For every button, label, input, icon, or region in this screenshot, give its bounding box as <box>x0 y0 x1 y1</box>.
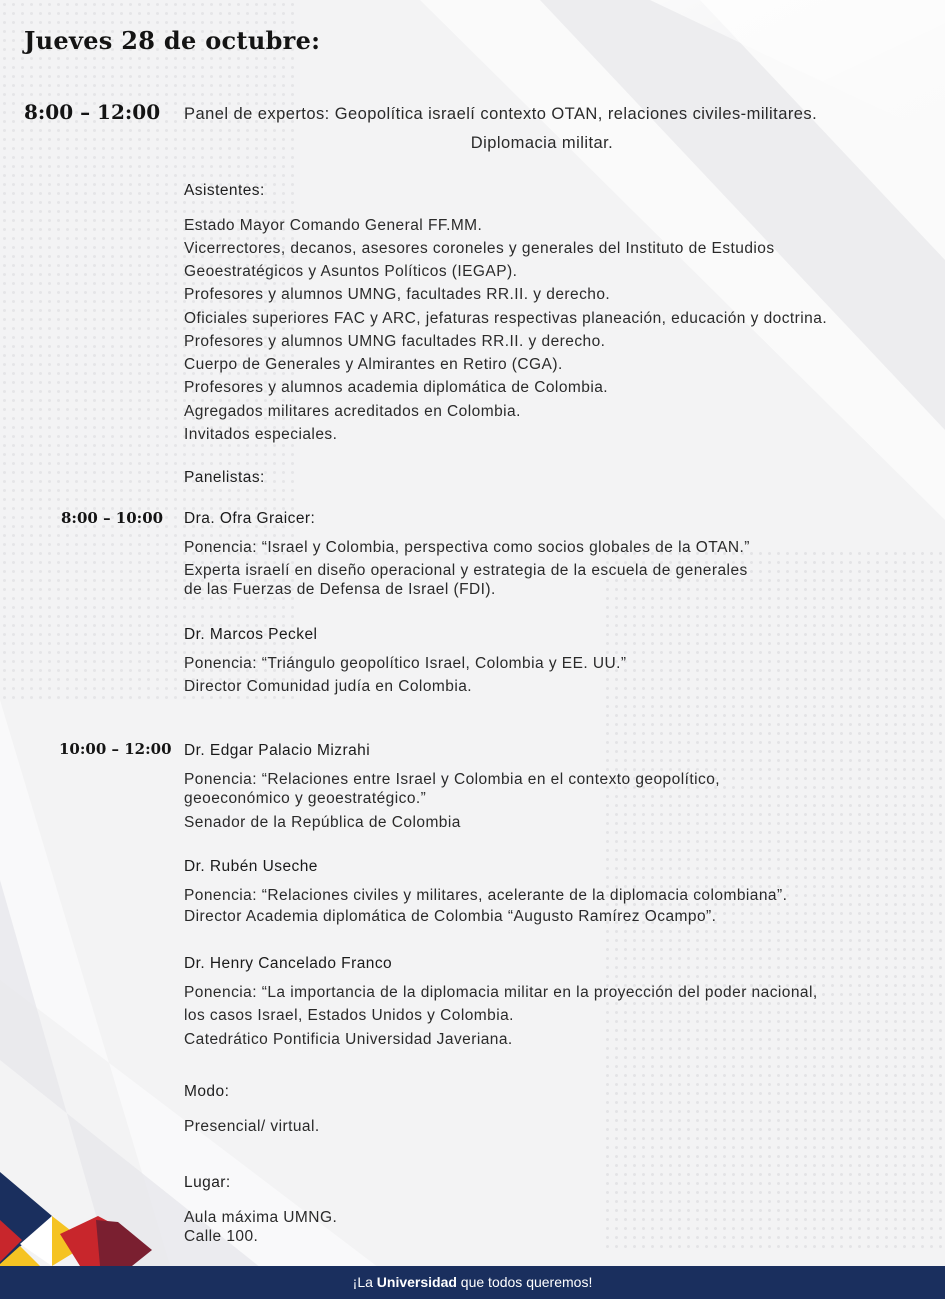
mode-value: Presencial/ virtual. <box>184 1118 320 1135</box>
footer-bar <box>0 1266 945 1299</box>
footer-slogan <box>353 1274 593 1290</box>
speaker-name: Dr. Marcos Peckel <box>184 626 318 643</box>
speaker-detail: Director Academia diplomática de Colombia “Augusto Ramírez Ocampo”. <box>184 908 717 925</box>
attendees-label: Asistentes: <box>184 182 265 199</box>
attendee-item: Oficiales superiores FAC y ARC, jefaturas respectivas planeación, educación y doctrina. <box>184 310 828 327</box>
attendee-item: Cuerpo de Generales y Almirantes en Retiro (CGA). <box>184 356 563 373</box>
speaker-detail: geoeconómico y geoestratégico.” <box>184 790 427 807</box>
panelists-label: Panelistas: <box>184 469 265 486</box>
speaker-detail: Ponencia: “La importancia de la diplomacia militar en la proyección del poder nacional, <box>184 984 818 1001</box>
attendee-item: Estado Mayor Comando General FF.MM. <box>184 217 483 234</box>
brand-corner-decoration-icon <box>0 1150 170 1266</box>
footer-slogan-suffix: que todos queremos! <box>456 1274 593 1290</box>
day-title: Jueves 28 de octubre: <box>24 26 321 55</box>
speaker-detail: Director Comunidad judía en Colombia. <box>184 678 473 695</box>
attendee-item: Profesores y alumnos UMNG facultades RR.II. y derecho. <box>184 333 606 350</box>
speaker-detail: Ponencia: “Relaciones civiles y militares, acelerante de la diplomacia colombiana”. <box>184 887 788 904</box>
session-title-line-2: Diplomacia militar. <box>470 134 614 152</box>
speaker-detail: Senador de la República de Colombia <box>184 814 461 831</box>
speaker-detail: Ponencia: “Israel y Colombia, perspectiva como socios globales de la OTAN.” <box>184 539 750 556</box>
place-line-1: Aula máxima UMNG. <box>184 1209 338 1226</box>
speaker-detail: los casos Israel, Estados Unidos y Colombia. <box>184 1007 514 1024</box>
attendee-item: Profesores y alumnos academia diplomática de Colombia. <box>184 379 609 396</box>
block-time: 10:00 – 12:00 <box>59 740 172 758</box>
session-time: 8:00 – 12:00 <box>24 100 161 124</box>
speaker-detail: Catedrático Pontificia Universidad Javeriana. <box>184 1031 513 1048</box>
attendee-item: Vicerrectores, decanos, asesores coroneles y generales del Instituto de Estudios <box>184 240 775 257</box>
footer-slogan-bold: Universidad <box>376 1274 457 1290</box>
speaker-detail: Experta israelí en diseño operacional y estrategia de la escuela de generales <box>184 562 748 579</box>
speaker-detail: Ponencia: “Relaciones entre Israel y Colombia en el contexto geopolítico, <box>184 771 721 788</box>
speaker-detail: Ponencia: “Triángulo geopolítico Israel, Colombia y EE. UU.” <box>184 655 627 672</box>
speaker-detail: de las Fuerzas de Defensa de Israel (FDI). <box>184 581 496 598</box>
attendee-item: Agregados militares acreditados en Colombia. <box>184 403 521 420</box>
attendee-item: Geoestratégicos y Asuntos Políticos (IEGAP). <box>184 263 518 280</box>
speaker-name: Dr. Rubén Useche <box>184 858 318 875</box>
place-label: Lugar: <box>184 1174 231 1191</box>
speaker-name: Dra. Ofra Graicer: <box>184 510 316 527</box>
place-line-2: Calle 100. <box>184 1228 259 1245</box>
speaker-name: Dr. Edgar Palacio Mizrahi <box>184 742 371 759</box>
speaker-name: Dr. Henry Cancelado Franco <box>184 955 393 972</box>
block-time: 8:00 – 10:00 <box>61 509 164 527</box>
session-title-line-1: Panel de expertos: Geopolítica israelí contexto OTAN, relaciones civiles-militares. <box>184 105 818 123</box>
footer-slogan-prefix: ¡La <box>352 1274 377 1290</box>
mode-label: Modo: <box>184 1083 230 1100</box>
attendee-item: Invitados especiales. <box>184 426 338 443</box>
attendee-item: Profesores y alumnos UMNG, facultades RR.II. y derecho. <box>184 286 611 303</box>
